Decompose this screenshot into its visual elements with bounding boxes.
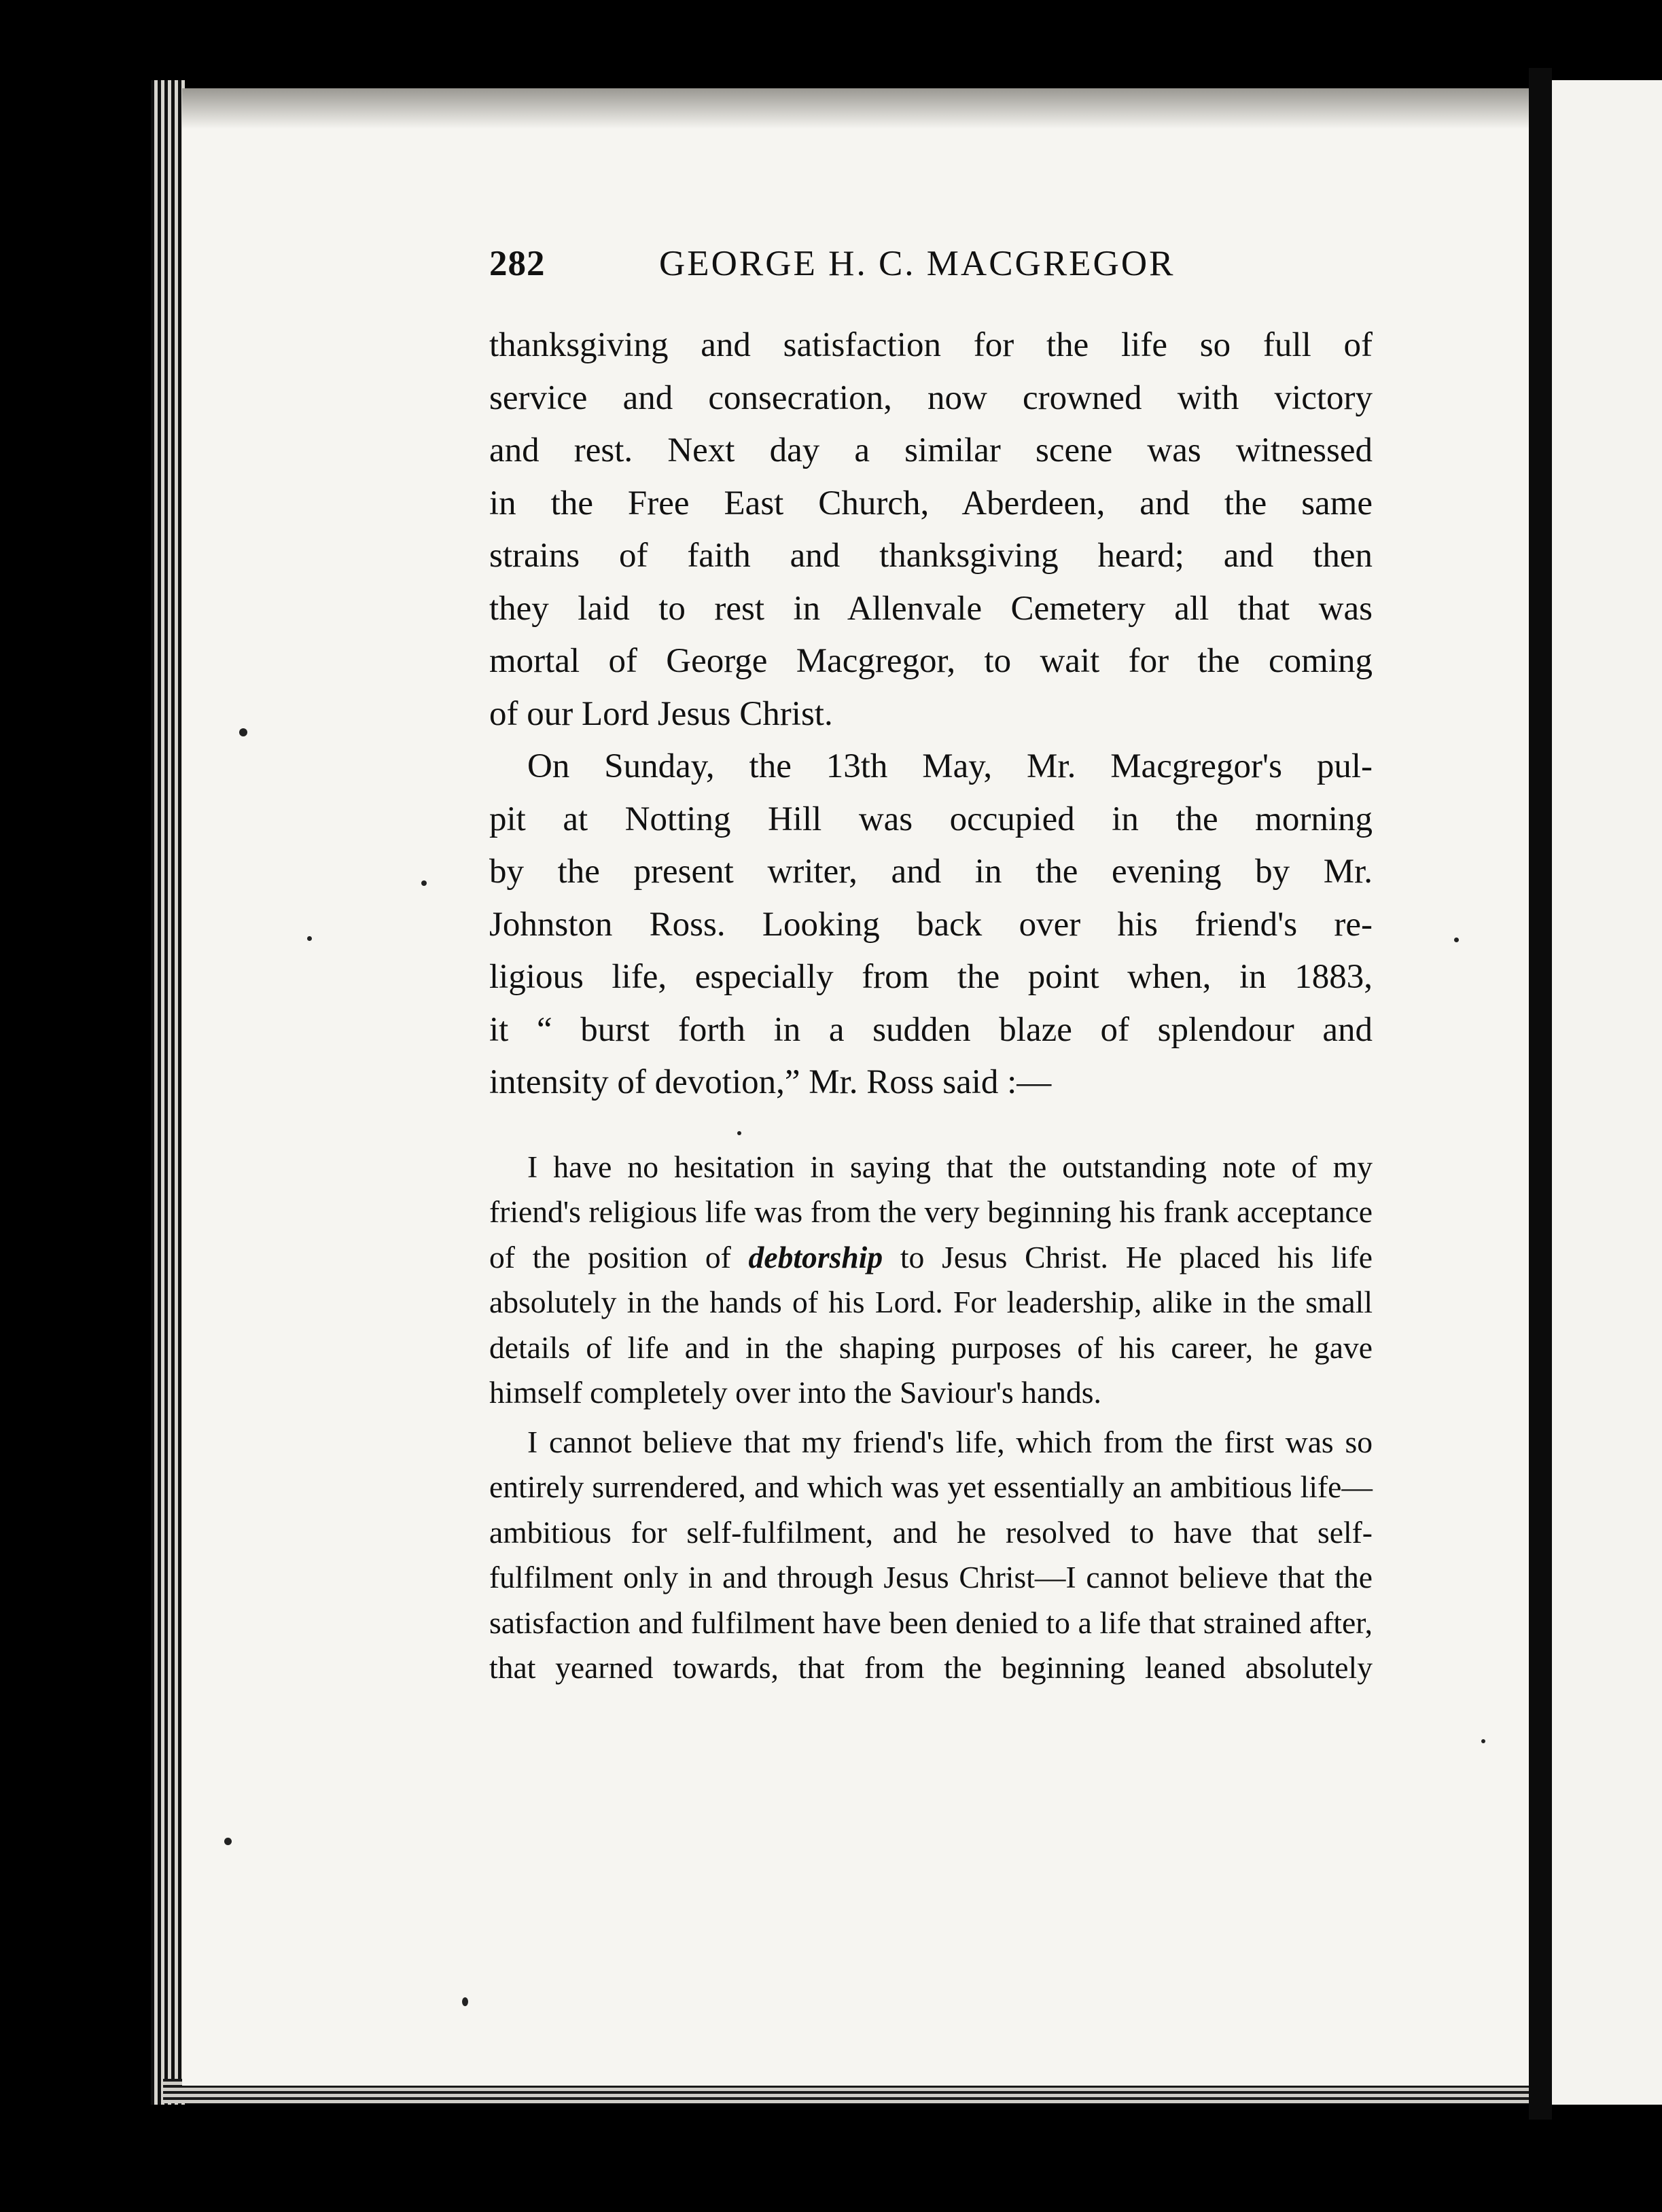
text-line: intensity of devotion,” Mr. Ross said :— (489, 1063, 1052, 1101)
text-line: they laid to rest in Allenvale Cemetery all that was (489, 589, 1373, 628)
text-line: mortal of George Macgregor, to wait for the coming (489, 642, 1373, 680)
paragraph-1 (489, 319, 1373, 741)
text-line: ligious life, especially from the point when, in 1883, (489, 958, 1373, 996)
text-line: service and consecration, now crowned with victory (489, 378, 1373, 417)
text-line: it “ burst forth in a sudden blaze of splendour and (489, 1010, 1373, 1049)
text-line: On Sunday, the 13th May, Mr. Macgregor's pul- (527, 747, 1373, 785)
quote-paragraph-1 (489, 1145, 1373, 1416)
page-header (489, 243, 1373, 291)
quote-text: to Jesus Christ. He placed his life absolutely in the hands of his Lord. For leadership, alike in the small details of life and in the shaping purposes of his career, he gave himself completely over into the Saviour's hands. (489, 1239, 1373, 1410)
italic-word: debtorship (748, 1239, 883, 1274)
text-line: pit at Notting Hill was occupied in the morning (489, 800, 1373, 838)
text-line: by the present writer, and in the evening by Mr. (489, 853, 1373, 891)
text-line: Johnston Ross. Looking back over his friend's re- (489, 905, 1373, 944)
page-body (489, 319, 1373, 1691)
facing-page-edge (1552, 80, 1662, 2105)
text-line: in the Free East Church, Aberdeen, and the same (489, 484, 1373, 522)
quote-text: I have no hesitation in saying that the outstanding note of my friend's religious life was from the very beginning his frank acceptance of the position of (489, 1149, 1373, 1274)
text-line: strains of faith and thanksgiving heard; and then (489, 537, 1373, 575)
page-edges-left (151, 80, 185, 2105)
text-line: and rest. Next day a similar scene was witnessed (489, 431, 1373, 469)
text-line: thanksgiving and satisfaction for the life so full of (489, 326, 1373, 364)
paragraph-2 (489, 741, 1373, 1109)
quote-paragraph-2: I cannot believe that my friend's life, which from the first was so entirely surrendered, and which was yet essentially an ambitious life—ambitious for self-fulfilment, and he resolved to have that self-fulfilment only in and through Jesus Christ—I cannot believe that the satisfaction and fulfilment have been denied to a life that strained after, that yearned towards, that from the beginning leaned absolutely (489, 1424, 1373, 1685)
page-number: 282 (489, 244, 546, 283)
top-shadow (182, 88, 1549, 129)
binding-gutter (1529, 68, 1552, 2120)
block-quote (489, 1145, 1373, 1691)
text-line: of our Lord Jesus Christ. (489, 694, 833, 733)
running-head: GEORGE H. C. MACGREGOR (659, 244, 1175, 283)
